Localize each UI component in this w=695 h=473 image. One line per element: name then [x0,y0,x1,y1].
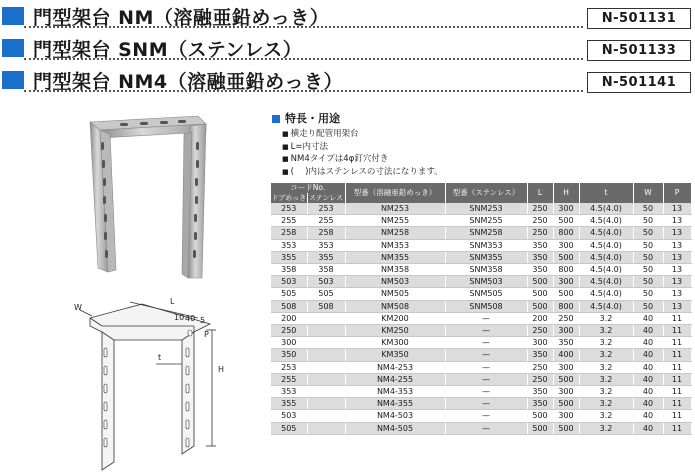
table-row [271,288,691,300]
table-row [271,276,691,288]
table-row [271,337,691,349]
table-cell: SNM508 [445,300,527,312]
table-cell [307,386,345,398]
table-cell: 400 [553,349,579,361]
table-cell: — [445,312,527,324]
table-cell: 500 [527,422,553,434]
table-cell: 350 [527,239,553,251]
dim-label-w: W [74,303,82,312]
table-cell: 3.2 [579,361,633,373]
table-cell [307,422,345,434]
table-cell: 11 [663,373,691,385]
dim-label-l: L [170,297,175,306]
table-cell: 40 [633,422,663,434]
table-cell: 11 [663,349,691,361]
header-p: P [663,183,691,203]
table-cell: 3.2 [579,325,633,337]
table-cell: SNM353 [445,239,527,251]
table-cell: SNM505 [445,288,527,300]
table-cell: 350 [527,264,553,276]
table-cell: 505 [307,288,345,300]
title-row-snm [0,34,695,64]
table-cell: 355 [271,251,307,263]
product-code: N-501131 [587,8,691,29]
table-cell: 250 [553,312,579,324]
table-cell: 350 [527,349,553,361]
table-cell: 11 [663,422,691,434]
table-cell: 300 [553,361,579,373]
table-cell: NM4-255 [345,373,445,385]
table-row [271,251,691,263]
table-cell: 253 [271,203,307,215]
table-cell: NM4-353 [345,386,445,398]
table-cell: 200 [527,312,553,324]
table-cell: — [445,373,527,385]
table-cell: 300 [553,276,579,288]
table-cell: 3.2 [579,386,633,398]
table-cell: 50 [633,239,663,251]
table-cell: 3.2 [579,337,633,349]
table-cell: 50 [633,276,663,288]
table-cell: 503 [271,410,307,422]
table-cell: 255 [307,215,345,227]
table-cell: 40 [633,337,663,349]
table-cell: NM4-505 [345,422,445,434]
dim-label-t: t [158,353,162,362]
table-row [271,215,691,227]
table-cell: SNM255 [445,215,527,227]
table-cell: — [445,410,527,422]
table-cell: NM4-355 [345,398,445,410]
table-cell: 13 [663,215,691,227]
table-cell: 300 [553,239,579,251]
title-text: 門型架台 SNM（ステンレス） [33,39,303,61]
table-cell: 3.2 [579,373,633,385]
table-cell: 500 [527,288,553,300]
table-cell: 300 [553,410,579,422]
title-row-nm4 [0,66,695,96]
table-cell: 40 [633,373,663,385]
table-cell: 500 [527,276,553,288]
table-cell: SNM503 [445,276,527,288]
table-cell: 255 [271,215,307,227]
table-cell: 11 [663,325,691,337]
table-row [271,398,691,410]
table-cell: 200 [271,312,307,324]
table-cell: 250 [527,203,553,215]
table-row [271,264,691,276]
table-cell: 40 [633,312,663,324]
table-cell: — [445,349,527,361]
table-cell: 40 [633,386,663,398]
table-cell: NM508 [345,300,445,312]
table-cell [307,325,345,337]
table-cell: 250 [527,227,553,239]
header-model-stainless: 型番（ステンレス） [445,183,527,203]
table-cell: 253 [307,203,345,215]
table-cell: 13 [663,264,691,276]
table-cell: 350 [271,349,307,361]
table-row [271,203,691,215]
table-cell: NM255 [345,215,445,227]
table-cell: 13 [663,251,691,263]
table-cell: 4.5(4.0) [579,288,633,300]
table-cell: 503 [307,276,345,288]
table-cell: NM355 [345,251,445,263]
table-cell: 300 [527,337,553,349]
table-cell: 13 [663,239,691,251]
table-row [271,422,691,434]
table-cell: KM350 [345,349,445,361]
table-row [271,325,691,337]
header-l: L [527,183,553,203]
table-cell: 500 [553,422,579,434]
table-cell: 255 [271,373,307,385]
product-photo [80,112,210,287]
header-code-galv: ドブめっき [271,194,307,202]
table-cell: 50 [633,264,663,276]
table-row [271,361,691,373]
title-text: 門型架台 NM4（溶融亜鉛めっき） [33,71,343,93]
table-row [271,227,691,239]
table-cell [307,337,345,349]
table-cell: 800 [553,300,579,312]
table-cell: — [445,337,527,349]
table-row [271,300,691,312]
table-cell [307,349,345,361]
table-cell: — [445,398,527,410]
table-cell: 250 [527,325,553,337]
table-cell: 50 [633,227,663,239]
table-cell: 353 [271,239,307,251]
feature-item: ■ NM4タイプは4φ釘穴付き [282,153,443,166]
table-cell: 350 [527,251,553,263]
table-cell: 500 [553,373,579,385]
table-cell: 4.5(4.0) [579,215,633,227]
table-cell: 508 [307,300,345,312]
table-cell: 50 [633,300,663,312]
table-cell: 4.5(4.0) [579,276,633,288]
table-cell: 4.5(4.0) [579,203,633,215]
table-cell: 4.5(4.0) [579,227,633,239]
table-cell: 11 [663,361,691,373]
table-row [271,239,691,251]
table-cell: 50 [633,215,663,227]
table-cell: 11 [663,312,691,324]
table-cell: 353 [307,239,345,251]
table-cell: 3.2 [579,312,633,324]
table-cell: 300 [553,203,579,215]
table-cell: SNM358 [445,264,527,276]
table-cell: 4.5(4.0) [579,300,633,312]
table-cell: — [445,386,527,398]
header-code-stainless: ステンレス [308,194,344,202]
table-cell: 358 [271,264,307,276]
table-cell: 258 [307,227,345,239]
table-row [271,386,691,398]
table-cell: NM358 [345,264,445,276]
table-cell: SNM253 [445,203,527,215]
table-cell: — [445,422,527,434]
table-cell: 358 [307,264,345,276]
dim-label-h: H [218,365,225,374]
table-cell [307,373,345,385]
table-cell: SNM258 [445,227,527,239]
table-cell: 253 [271,361,307,373]
table-cell: 3.2 [579,410,633,422]
title-rule [24,58,583,60]
table-cell: 50 [633,288,663,300]
table-cell: — [445,325,527,337]
table-cell: 250 [527,373,553,385]
title-marker [2,7,24,25]
table-cell: 500 [553,288,579,300]
table-cell: 11 [663,386,691,398]
table-cell [307,361,345,373]
table-cell: 40 [633,349,663,361]
table-row [271,410,691,422]
table-cell: 350 [527,386,553,398]
table-cell: 500 [527,300,553,312]
title-row-nm [0,2,695,32]
table-row [271,373,691,385]
table-cell: NM4-253 [345,361,445,373]
features-list [282,128,443,178]
feature-item: ■ 横走り配管用架台 [282,128,443,141]
title-rule [24,90,583,92]
table-cell: 13 [663,227,691,239]
table-cell [307,312,345,324]
table-cell: NM505 [345,288,445,300]
title-marker [2,71,24,89]
table-cell: 355 [307,251,345,263]
table-cell: 503 [271,276,307,288]
table-cell: — [445,361,527,373]
table-cell: 505 [271,422,307,434]
title-text: 門型架台 NM（溶融亜鉛めっき） [33,7,330,29]
table-cell: NM253 [345,203,445,215]
table-cell: 300 [271,337,307,349]
table-cell: 40 [633,410,663,422]
table-row [271,349,691,361]
feature-item: ■ ( )内はステンレスの寸法になります。 [282,166,443,179]
table-cell: 300 [553,325,579,337]
table-cell: 50 [633,203,663,215]
table-cell: 800 [553,264,579,276]
table-cell [307,410,345,422]
features-heading [272,110,340,126]
table-cell: SNM355 [445,251,527,263]
table-cell: KM250 [345,325,445,337]
spec-table [271,183,692,435]
table-cell: 50 [633,251,663,263]
table-cell: 40 [633,361,663,373]
table-cell: 4.5(4.0) [579,239,633,251]
dim-label-10: 10 [174,313,185,322]
product-code: N-501133 [587,40,691,61]
table-cell: 4.5(4.0) [579,264,633,276]
table-cell: 500 [553,251,579,263]
table-cell [307,398,345,410]
table-cell: NM4-503 [345,410,445,422]
header-model-galv: 型番（溶融亜鉛めっき） [345,183,445,203]
dimension-diagram [70,296,250,471]
table-cell: 353 [271,386,307,398]
product-code: N-501141 [587,72,691,93]
feature-item: ■ L=内寸法 [282,141,443,154]
features-heading-text: 特長・用途 [285,112,340,125]
header-code-group: コードNo. [271,183,345,193]
table-cell: 500 [553,398,579,410]
table-cell: 350 [553,337,579,349]
table-cell: 258 [271,227,307,239]
table-cell: 250 [271,325,307,337]
table-cell: 13 [663,203,691,215]
table-cell: 40 [633,398,663,410]
section-square-icon [272,115,280,123]
table-cell: 11 [663,398,691,410]
title-rule [24,26,583,28]
header-t: t [579,183,633,203]
table-cell: 500 [553,215,579,227]
table-cell: 11 [663,337,691,349]
table-cell: 508 [271,300,307,312]
table-cell: 11 [663,410,691,422]
table-cell: 300 [553,386,579,398]
title-marker [2,39,24,57]
dim-label-p: P [204,330,209,339]
table-cell: 4.5(4.0) [579,251,633,263]
table-cell: 40 [633,325,663,337]
header-h: H [553,183,579,203]
table-cell: 250 [527,361,553,373]
table-cell: 505 [271,288,307,300]
table-row [271,312,691,324]
dim-label-40: 40 [185,314,196,323]
table-cell: 13 [663,276,691,288]
header-w: W [633,183,663,203]
table-cell: 13 [663,288,691,300]
table-cell: 800 [553,227,579,239]
table-cell: 250 [527,215,553,227]
table-cell: NM258 [345,227,445,239]
table-cell: 355 [271,398,307,410]
table-cell: 3.2 [579,422,633,434]
table-cell: 3.2 [579,349,633,361]
table-cell: 3.2 [579,398,633,410]
table-cell: 350 [527,398,553,410]
table-cell: 13 [663,300,691,312]
table-cell: KM300 [345,337,445,349]
dim-label-5: 5 [200,316,206,325]
table-cell: KM200 [345,312,445,324]
table-cell: 500 [527,410,553,422]
table-cell: NM503 [345,276,445,288]
table-cell: NM353 [345,239,445,251]
